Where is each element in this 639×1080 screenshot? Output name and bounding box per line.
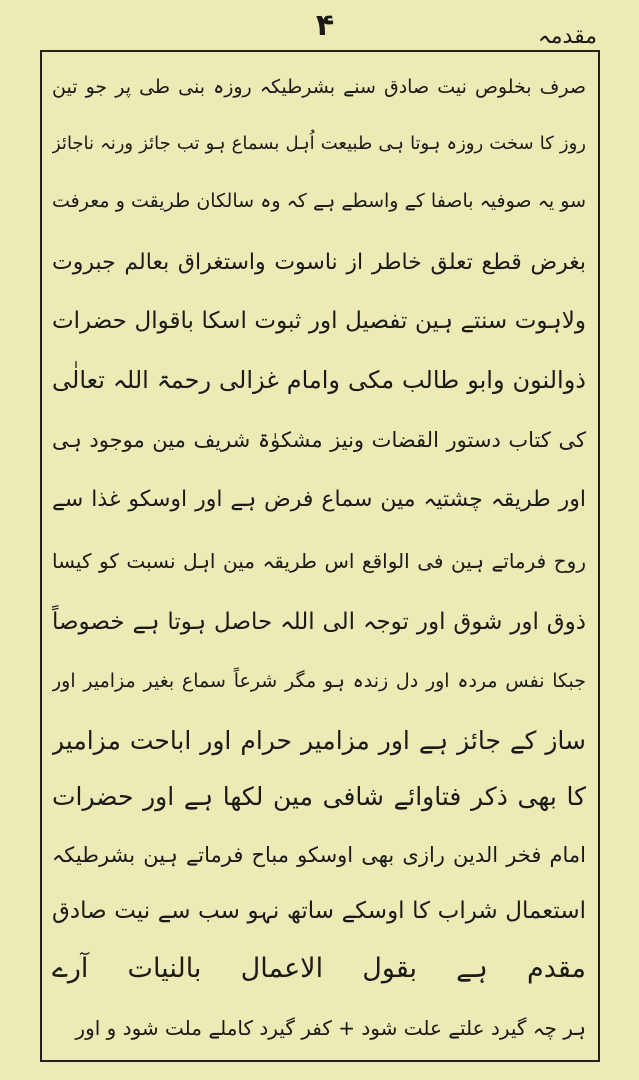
text-line-13: کا بھی ذکر فتاوائے شافی مین لکھا ہے اور حضرات <box>52 782 586 811</box>
text-line-6: ذوالنون وابو طالب مکی وامام غزالی رحمۃ اللہ تعالٰی <box>52 366 586 394</box>
text-line-17: ہر چہ گیرد علتے علت شود + کفر گیرد کاملے ملت شود و اور <box>75 1016 586 1040</box>
text-line-2: روز کا سخت روزہ ہوتا ہی طبیعت اُہل بسماع ہو تب جائز ورنہ ناجائز <box>52 133 586 154</box>
text-line-1: صرف بخلوص نیت صادق سنے بشرطیکہ روزہ بنی طی پر جو تین <box>52 76 586 98</box>
text-line-14: امام فخر الدین رازی بھی اوسکو مباح فرماتے ہین بشرطیکہ <box>52 843 586 867</box>
text-line-8: اور طریقہ چشتیہ مین سماع فرض ہے اور اوسکو غذا سے <box>52 487 586 512</box>
running-header: مقدمہ <box>537 24 597 49</box>
text-line-15: استعمال شراب کا اوسکے ساتھ نہو سب سے نیت صادق <box>52 898 586 924</box>
text-line-10: ذوق اور شوق اور توجہ الی اللہ حاصل ہوتا ہے خصوصاً <box>52 609 586 635</box>
text-line-4: بغرض قطع تعلق خاطر از ناسوت واستغراق بعالم جبروت <box>52 250 586 275</box>
page-number: ۴ <box>315 8 335 43</box>
text-line-5: ولاہوت سنتے ہین تفصیل اور ثبوت اسکا باقوال حضرات <box>52 308 586 334</box>
text-line-7: کی کتاب دستور القضات ونیز مشکوٰۃ شریف مین موجود ہی <box>52 428 586 452</box>
text-line-9: روح فرماتے ہین فی الواقع اس طریقہ مین اہل نسبت کو کیسا <box>52 549 586 573</box>
text-line-3: سو یہ صوفیہ باصفا کے واسطے ہے کہ وہ سالکان طریقت و معرفت <box>52 190 586 212</box>
text-line-11: جبکا نفس مردہ اور دل زندہ ہو مگر شرعاً سماع بغیر مزامیر اور <box>52 670 586 692</box>
text-line-16: مقدم ہے بقول الاعمال بالنیات آرے <box>52 953 586 984</box>
text-line-12: ساز کے جائز ہے اور مزامیر حرام اور اباحت مزامیر <box>52 726 586 755</box>
